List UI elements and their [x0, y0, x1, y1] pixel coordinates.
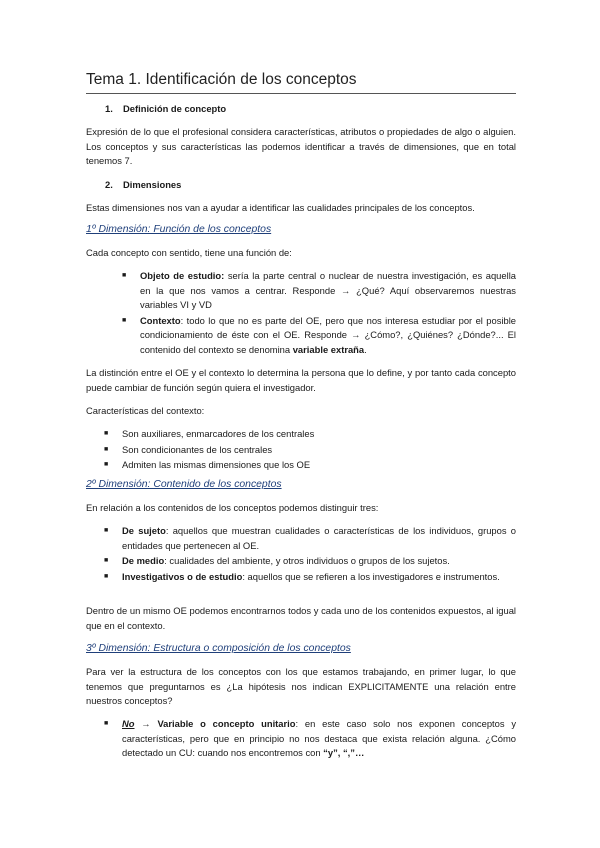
list-item [104, 524, 516, 553]
item-term: De sujeto [122, 525, 166, 536]
item-term: De medio [122, 555, 165, 567]
dimension-1-intro: Cada concepto con sentido, tiene una función de: [86, 247, 292, 258]
dimensions-paragraph: Estas dimensiones nos van a ayudar a identificar las cualidades principales de los conceptos. [86, 202, 475, 213]
bullet-icon: ■ [122, 272, 127, 279]
function-list [122, 269, 516, 359]
section-number: 2. [105, 179, 113, 190]
item-text: Son condicionantes de los centrales [122, 443, 273, 455]
structure-list [104, 717, 517, 762]
bullet-icon: ■ [104, 572, 109, 580]
list-item [122, 269, 516, 313]
content-summary-paragraph: Dentro de un mismo OE podemos encontrarnos todos y cada uno de los contenidos expuestos, al igual que en el contexto. [86, 605, 516, 631]
dimension-2-intro: En relación a los contenidos de los conceptos podemos distinguir tres: [86, 502, 379, 513]
definition-paragraph: Expresión de lo que el profesional considera características, atributos o propiedades de algo o alguien. Los conceptos y sus características las podemos identificar a través de dimensiones, que en total tenemos 7. [86, 126, 516, 167]
list-item [104, 554, 516, 569]
list-item [104, 717, 517, 761]
section-title: Dimensiones [123, 179, 182, 190]
item-tail: . [364, 343, 367, 355]
bullet-icon: ■ [104, 445, 109, 453]
item-quote: “y”, “,”… [323, 747, 365, 759]
section-heading-dimensiones [105, 178, 181, 193]
function-distinction-paragraph: La distinción entre el OE y el contexto lo determina la persona que lo define, y por tanto cada concepto puede cambiar de función según quiera el investigador. [86, 367, 516, 393]
list-item [104, 458, 516, 473]
dimension-3-intro: Para ver la estructura de los conceptos con los que estamos trabajando, en primer lugar, lo que tenemos que preguntarnos es ¿La hipótesis nos indican EXPLICITAMENTE una relación entre nuestros conceptos? [86, 666, 516, 707]
bullet-icon: ■ [104, 461, 109, 469]
item-answer: No [122, 718, 135, 729]
item-text: : en este caso solo nos exponen conceptos y características, pero que en principio no nos destaca que exista relación alguna. ¿Cómo detectado un CU: cuando nos encontremos con [122, 718, 517, 759]
list-item [104, 443, 516, 458]
section-heading-definicion [105, 102, 226, 117]
item-text: : aquellos que muestran cualidades o características de los individuos, grupos o entidades que pertenecen al OE. [122, 525, 516, 551]
bullet-icon: ■ [104, 527, 109, 534]
item-term: Investigativos o de estudio [122, 570, 243, 582]
dimension-2-heading: 2º Dimensión: Contenido de los conceptos [86, 479, 282, 490]
item-term: Objeto de estudio: [140, 270, 225, 281]
item-text: : aquellos que se refieren a los investigadores e instrumentos. [242, 570, 500, 582]
bullet-icon: ■ [104, 720, 109, 727]
item-text: : cualidades del ambiente, y otros individuos o grupos de los sujetos. [164, 555, 450, 567]
bullet-icon: ■ [122, 316, 127, 324]
arrow-icon: → [134, 718, 158, 729]
dimension-1-heading: 1º Dimensión: Función de los conceptos [86, 224, 272, 235]
item-term-emphasis: variable extraña [292, 343, 365, 355]
item-text: Admiten las mismas dimensiones que los OE [122, 459, 311, 471]
content-list [104, 524, 516, 585]
item-text: Son auxiliares, enmarcadores de los centrales [122, 428, 315, 439]
item-text: : todo lo que no es parte del OE, pero que nos interesa estudiar por el posible condicionamiento de éste con el OE. Responde → ¿Cómo?, ¿Quiénes? ¿Dónde?... El contenido del contexto se denomina [140, 314, 516, 355]
dimension-3-heading: 3º Dimensión: Estructura o composición de los conceptos [86, 643, 351, 654]
list-item [104, 570, 516, 585]
section-number: 1. [105, 103, 113, 114]
list-item [122, 314, 516, 358]
item-term: Variable o concepto unitario [157, 718, 296, 729]
item-text: sería la parte central o nuclear de nuestra investigación, es aquella en la que nos vamos a centrar. Responde → ¿Qué? Aquí observaremos nuestras variables VI y VD [140, 270, 516, 311]
context-characteristics-list [104, 427, 516, 474]
page-title: Tema 1. Identificación de los conceptos [86, 70, 516, 94]
section-title: Definición de concepto [123, 103, 227, 114]
context-characteristics-intro: Características del contexto: [86, 405, 205, 416]
list-item [104, 427, 516, 442]
bullet-icon: ■ [104, 430, 109, 437]
item-term: Contexto [140, 314, 181, 326]
bullet-icon: ■ [104, 557, 109, 565]
